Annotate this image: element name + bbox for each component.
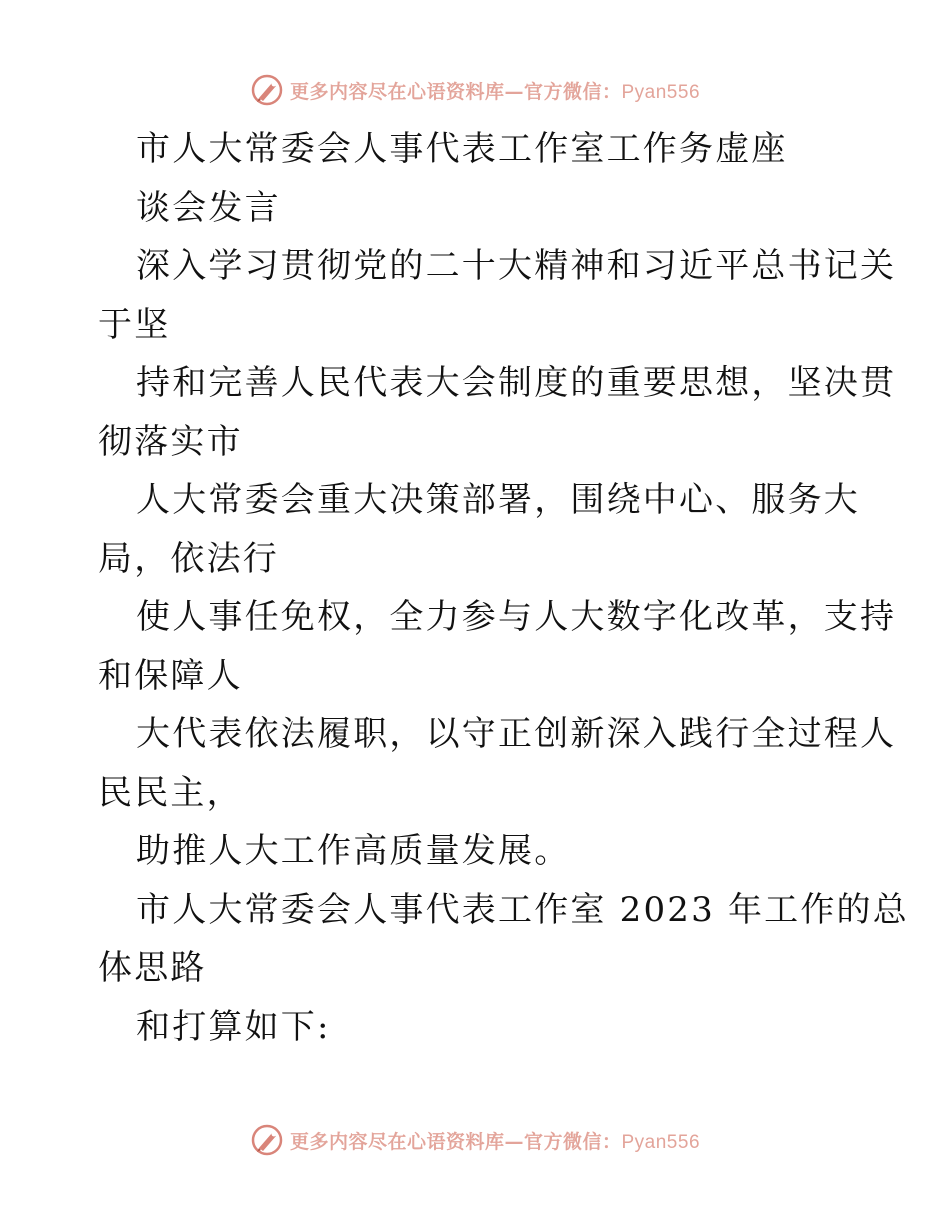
text-line: 助推人大工作高质量发展。	[136, 831, 571, 871]
text-line: 使人事任免权，全力参与人大数字化改革，支持	[136, 597, 897, 637]
watermark-text	[290, 1127, 700, 1154]
document-body	[98, 120, 909, 1056]
watermark-label: 更多内容尽在心语资料库—官方微信：	[289, 80, 622, 103]
text-line: 民民主，	[98, 772, 243, 813]
text-line: 彻落实市	[98, 421, 243, 462]
text-line: 于坚	[98, 304, 171, 345]
text-line: 谈会发言	[136, 187, 281, 228]
watermark-text	[290, 77, 700, 104]
text-line: 深入学习贯彻党的二十大精神和习近平总书记关	[136, 246, 897, 286]
header-watermark	[0, 70, 950, 110]
text-line: 人大常委会重大决策部署，围绕中心、服务大	[136, 480, 860, 520]
watermark-wechat-id: Pyan556	[621, 1131, 701, 1153]
text-line: 市人大常委会人事代表工作室工作务虚座	[136, 129, 788, 169]
text-line: 体思路	[98, 948, 207, 988]
text-line: 和打算如下:	[136, 1006, 331, 1047]
pen-logo-icon	[250, 73, 284, 107]
text-line: 持和完善人民代表大会制度的重要思想，坚决贯	[136, 363, 897, 403]
text-line: 和保障人	[98, 655, 243, 696]
watermark-wechat-id: Pyan556	[621, 81, 701, 103]
pen-logo-icon	[250, 1123, 284, 1157]
text-line: 局，依法行	[98, 538, 279, 579]
watermark-label: 更多内容尽在心语资料库—官方微信：	[289, 1130, 622, 1153]
text-line: 市人大常委会人事代表工作室 2023 年工作的总	[136, 889, 909, 930]
footer-watermark	[0, 1120, 950, 1160]
text-line: 大代表依法履职，以守正创新深入践行全过程人	[136, 714, 897, 754]
